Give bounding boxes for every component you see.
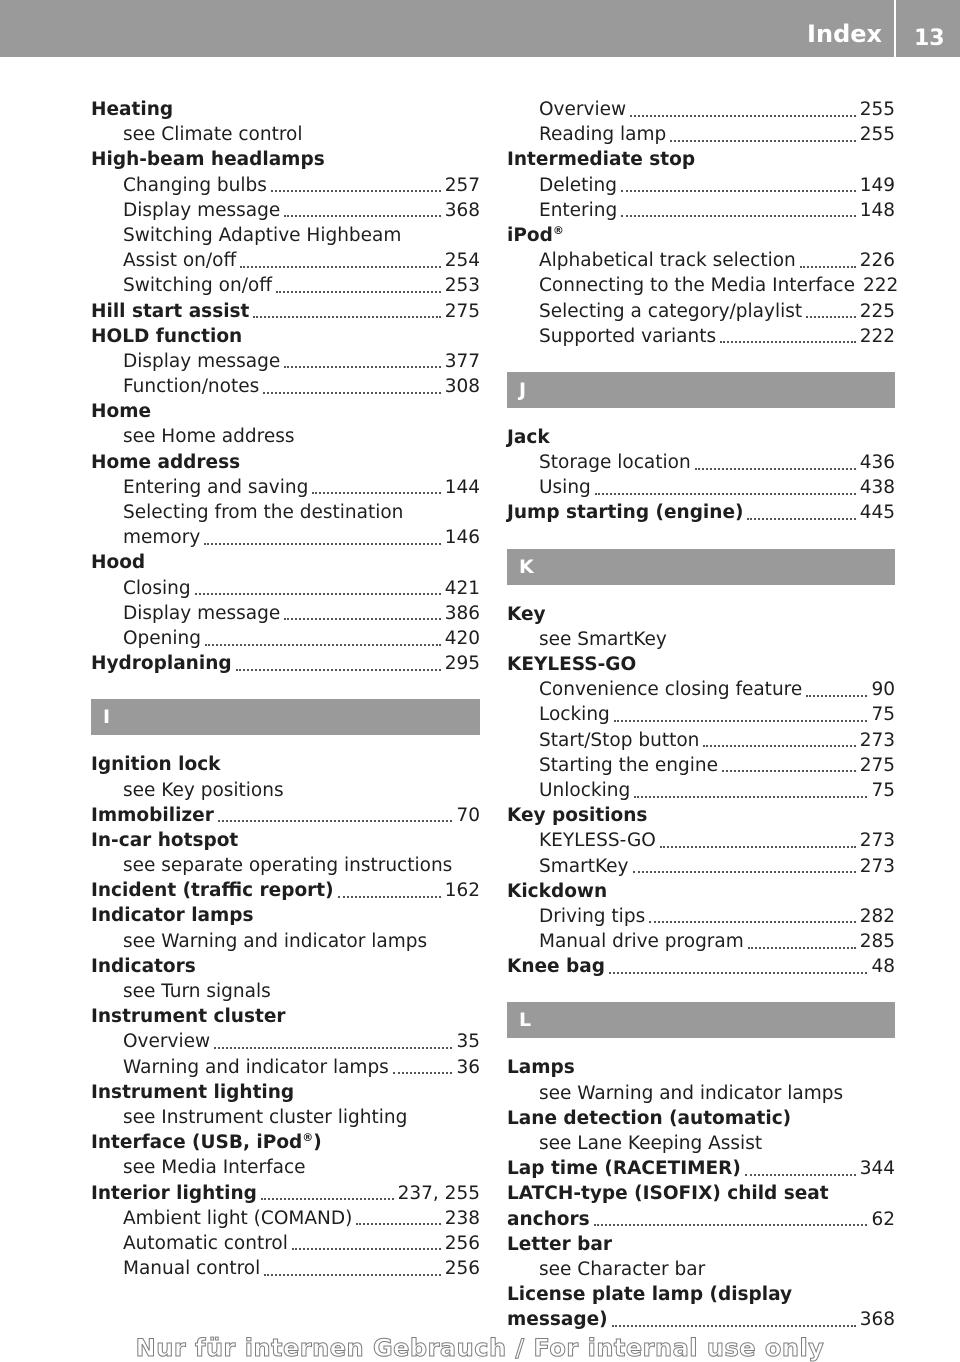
index-subentry bbox=[507, 1257, 895, 1282]
index-subentry bbox=[507, 702, 895, 727]
entry-label: Manual drive program bbox=[539, 931, 744, 953]
index-subentry bbox=[91, 576, 480, 601]
entry-label: see Key positions bbox=[123, 779, 284, 801]
index-subentry bbox=[507, 299, 895, 324]
index-entry bbox=[91, 1130, 480, 1155]
index-subentry bbox=[507, 828, 895, 853]
entry-label: Closing bbox=[123, 577, 191, 599]
entry-label: Driving tips bbox=[539, 905, 646, 927]
index-subentry bbox=[91, 1055, 480, 1080]
section-title: Index bbox=[807, 20, 882, 48]
leader-dots bbox=[356, 1223, 440, 1225]
entry-label: Interface (USB, iPod®) bbox=[91, 1130, 322, 1154]
index-subentry bbox=[91, 601, 480, 626]
leader-dots bbox=[633, 871, 856, 873]
leader-dots bbox=[594, 1224, 868, 1226]
index-subentry bbox=[507, 450, 895, 475]
page-reference: 256 bbox=[444, 1258, 480, 1280]
page-number: 13 bbox=[914, 26, 945, 51]
page-reference: 255 bbox=[859, 124, 895, 146]
entry-label: Jump starting (engine) bbox=[507, 502, 744, 524]
index-entry bbox=[507, 1282, 895, 1307]
index-subentry bbox=[507, 1081, 895, 1106]
index-entry bbox=[91, 450, 480, 475]
page-reference: 445 bbox=[859, 502, 895, 524]
index-subentry bbox=[91, 778, 480, 803]
index-subentry bbox=[91, 1231, 480, 1256]
index-subentry bbox=[507, 904, 895, 929]
entry-label: memory bbox=[123, 527, 201, 549]
internal-use-watermark: Nur für internen Gebrauch / For internal use only bbox=[135, 1334, 825, 1362]
page-reference: 438 bbox=[859, 477, 895, 499]
leader-dots bbox=[284, 366, 440, 368]
entry-label: Supported variants bbox=[539, 325, 717, 347]
index-column-right bbox=[507, 97, 899, 1333]
entry-label: Letter bar bbox=[507, 1233, 612, 1255]
entry-label: Convenience closing feature bbox=[539, 679, 803, 701]
index-entry bbox=[91, 752, 480, 777]
leader-dots bbox=[195, 593, 441, 595]
entry-label: Unlocking bbox=[539, 779, 631, 801]
page-reference: 377 bbox=[444, 350, 480, 372]
index-entry bbox=[91, 651, 480, 676]
entry-label: KEYLESS-GO bbox=[507, 654, 637, 675]
index-subentry bbox=[507, 122, 895, 147]
leader-dots bbox=[236, 669, 441, 671]
entry-label: see Home address bbox=[123, 426, 295, 448]
entry-label: Immobilizer bbox=[91, 804, 214, 826]
index-entry bbox=[91, 878, 480, 903]
page-reference: 144 bbox=[444, 476, 480, 498]
leader-dots bbox=[649, 921, 855, 923]
page-reference: 146 bbox=[444, 527, 480, 549]
entry-label: Instrument cluster bbox=[91, 1006, 286, 1028]
page-reference: 386 bbox=[444, 602, 480, 624]
entry-label: Automatic control bbox=[123, 1232, 288, 1254]
index-subentry bbox=[91, 1105, 480, 1130]
leader-dots bbox=[263, 392, 440, 394]
entry-label: HOLD function bbox=[91, 325, 243, 347]
leader-dots bbox=[609, 972, 867, 974]
index-subentry bbox=[91, 500, 480, 525]
index-subentry bbox=[507, 728, 895, 753]
index-entry bbox=[91, 1004, 480, 1029]
index-entry bbox=[91, 1181, 480, 1206]
entry-label: Changing bulbs bbox=[123, 174, 267, 196]
entry-label: Lap time (RACETIMER) bbox=[507, 1158, 741, 1180]
index-subentry bbox=[507, 929, 895, 954]
entry-label: Connecting to the Media Interface bbox=[539, 275, 855, 297]
leader-dots bbox=[634, 796, 867, 798]
entry-label: Key bbox=[507, 603, 546, 625]
entry-label: Kickdown bbox=[507, 880, 608, 902]
index-subentry bbox=[91, 1206, 480, 1231]
index-entry bbox=[91, 828, 480, 853]
entry-label: see Warning and indicator lamps bbox=[539, 1082, 844, 1104]
entry-label: iPod® bbox=[507, 223, 564, 246]
entry-label: Opening bbox=[123, 627, 202, 649]
leader-dots bbox=[276, 291, 441, 293]
index-entry bbox=[507, 803, 895, 828]
page-reference: 285 bbox=[859, 931, 895, 953]
leader-dots bbox=[393, 1072, 453, 1074]
entry-label: Assist on/off bbox=[123, 250, 237, 272]
index-entry bbox=[91, 1080, 480, 1105]
index-subentry bbox=[91, 1155, 480, 1180]
leader-dots bbox=[284, 215, 440, 217]
page-reference: 257 bbox=[444, 174, 480, 196]
index-entry bbox=[507, 1181, 895, 1206]
page-reference: 75 bbox=[871, 779, 895, 801]
entry-label: Warning and indicator lamps bbox=[123, 1056, 389, 1078]
leader-dots bbox=[204, 543, 440, 545]
entry-label: High-beam headlamps bbox=[91, 149, 325, 171]
page-reference: 237, 255 bbox=[397, 1182, 480, 1204]
leader-dots bbox=[240, 266, 441, 268]
index-subentry bbox=[507, 677, 895, 702]
entry-label: Manual control bbox=[123, 1258, 261, 1280]
entry-label: Display message bbox=[123, 350, 281, 372]
page-reference: 75 bbox=[871, 704, 895, 726]
entry-label: see Character bar bbox=[539, 1258, 706, 1280]
leader-dots bbox=[271, 190, 441, 192]
entry-label: Instrument lighting bbox=[91, 1081, 295, 1103]
leader-dots bbox=[670, 140, 855, 142]
leader-dots bbox=[264, 1274, 440, 1276]
entry-label: Display message bbox=[123, 199, 281, 221]
index-entry bbox=[507, 652, 895, 677]
index-subentry bbox=[91, 173, 480, 198]
index-subentry bbox=[507, 198, 895, 223]
entry-label: Locking bbox=[539, 704, 610, 726]
entry-label: Start/Stop button bbox=[539, 729, 700, 751]
page-reference: 295 bbox=[444, 653, 480, 675]
entry-label: Hill start assist bbox=[91, 300, 250, 322]
entry-label: Home address bbox=[91, 451, 241, 473]
entry-label: see Lane Keeping Assist bbox=[539, 1133, 763, 1154]
entry-label: Indicators bbox=[91, 955, 196, 977]
letter-section-heading: L bbox=[507, 1002, 895, 1038]
index-subentry bbox=[91, 1029, 480, 1054]
index-entry bbox=[507, 223, 895, 248]
entry-label: Selecting from the destination bbox=[123, 502, 404, 523]
leader-dots bbox=[806, 316, 856, 318]
leader-dots bbox=[292, 1248, 441, 1250]
leader-dots bbox=[218, 820, 453, 822]
page-reference: 162 bbox=[444, 880, 480, 902]
leader-dots bbox=[745, 1174, 856, 1176]
entry-label: anchors bbox=[507, 1208, 590, 1230]
index-subentry bbox=[507, 475, 895, 500]
index-entry bbox=[507, 1307, 895, 1332]
index-entry bbox=[507, 425, 895, 450]
leader-dots bbox=[630, 115, 856, 117]
index-entry bbox=[507, 954, 895, 979]
entry-label: Storage location bbox=[539, 452, 691, 474]
entry-label: see Media Interface bbox=[123, 1157, 306, 1179]
leader-dots bbox=[748, 947, 856, 949]
leader-dots bbox=[312, 492, 440, 494]
letter-section-heading: J bbox=[507, 372, 895, 408]
entry-label: Jack bbox=[507, 426, 550, 448]
index-entry bbox=[507, 1055, 895, 1080]
registered-mark: ® bbox=[552, 223, 564, 237]
index-subentry bbox=[507, 753, 895, 778]
index-subentry bbox=[91, 248, 480, 273]
page-reference: 275 bbox=[859, 754, 895, 776]
entry-label: Reading lamp bbox=[539, 124, 667, 146]
index-subentry bbox=[91, 525, 480, 550]
leader-dots bbox=[800, 266, 856, 268]
index-subentry bbox=[91, 853, 480, 878]
entry-label: Entering and saving bbox=[123, 476, 309, 498]
entry-label: Ambient light (COMAND) bbox=[123, 1207, 353, 1229]
page-reference: 421 bbox=[444, 577, 480, 599]
leader-dots bbox=[621, 215, 855, 217]
entry-label: Knee bag bbox=[507, 956, 606, 978]
entry-label: Overview bbox=[539, 99, 627, 120]
entry-label: Hood bbox=[91, 552, 146, 574]
page-reference: 282 bbox=[859, 905, 895, 927]
leader-dots bbox=[614, 720, 868, 722]
leader-dots bbox=[205, 644, 441, 646]
page-header-bar bbox=[0, 0, 960, 57]
registered-mark: ® bbox=[302, 1130, 314, 1144]
entry-label: see separate operating instructions bbox=[123, 855, 453, 877]
entry-label: see SmartKey bbox=[539, 628, 667, 650]
page-reference: 253 bbox=[444, 275, 480, 297]
letter-section-heading: I bbox=[91, 699, 480, 735]
entry-label: Using bbox=[539, 477, 591, 499]
index-entry bbox=[91, 903, 480, 928]
page-reference: 48 bbox=[871, 956, 895, 978]
index-subentry bbox=[507, 1131, 895, 1156]
leader-dots bbox=[747, 518, 855, 520]
index-subentry bbox=[507, 273, 899, 298]
index-subentry bbox=[91, 424, 480, 449]
index-entry bbox=[91, 147, 480, 172]
entry-label: Selecting a category/playlist bbox=[539, 300, 803, 322]
page-reference: 222 bbox=[859, 325, 895, 347]
page-reference: 420 bbox=[444, 627, 480, 649]
page-reference: 368 bbox=[859, 1309, 895, 1331]
entry-label: see Climate control bbox=[123, 124, 303, 146]
index-entry bbox=[91, 550, 480, 575]
index-subentry bbox=[507, 324, 895, 349]
page-reference: 149 bbox=[859, 174, 895, 196]
leader-dots bbox=[720, 341, 856, 343]
leader-dots bbox=[253, 316, 440, 318]
letter-section-heading: K bbox=[507, 549, 895, 585]
entry-label: In-car hotspot bbox=[91, 829, 239, 851]
page-reference: 308 bbox=[444, 376, 480, 398]
index-entry bbox=[507, 1207, 895, 1232]
header-divider bbox=[894, 0, 896, 57]
leader-dots bbox=[660, 846, 856, 848]
index-subentry bbox=[91, 198, 480, 223]
leader-dots bbox=[595, 493, 856, 495]
entry-label: Switching Adaptive Highbeam bbox=[123, 224, 402, 246]
entry-label: Indicator lamps bbox=[91, 905, 254, 927]
leader-dots bbox=[261, 1198, 394, 1200]
entry-label: see Turn signals bbox=[123, 981, 271, 1002]
entry-label: see Instrument cluster lighting bbox=[123, 1106, 408, 1128]
page-reference: 273 bbox=[859, 830, 895, 852]
entry-label: Entering bbox=[539, 199, 618, 221]
index-subentry bbox=[91, 1256, 480, 1281]
index-subentry bbox=[91, 223, 480, 248]
entry-label: Interior lighting bbox=[91, 1182, 257, 1204]
entry-label: SmartKey bbox=[539, 855, 629, 877]
entry-label: License plate lamp (display bbox=[507, 1284, 793, 1306]
entry-label: Display message bbox=[123, 602, 281, 624]
index-entry bbox=[507, 500, 895, 525]
page-reference: 436 bbox=[859, 452, 895, 474]
index-subentry bbox=[91, 929, 480, 954]
index-entry bbox=[507, 1232, 895, 1257]
page-reference: 275 bbox=[444, 300, 480, 322]
entry-label: Lane detection (automatic) bbox=[507, 1107, 792, 1129]
index-subentry bbox=[91, 374, 480, 399]
page-reference: 225 bbox=[859, 300, 895, 322]
entry-label: Alphabetical track selection bbox=[539, 250, 796, 272]
entry-label: Deleting bbox=[539, 174, 618, 196]
page-reference: 226 bbox=[859, 250, 895, 272]
entry-label: Function/notes bbox=[123, 376, 260, 398]
page-reference: 344 bbox=[859, 1158, 895, 1180]
page-reference: 90 bbox=[871, 679, 895, 701]
index-entry bbox=[91, 324, 480, 349]
index-entry bbox=[507, 602, 895, 627]
entry-label: Lamps bbox=[507, 1057, 575, 1079]
index-entry bbox=[91, 299, 480, 324]
entry-label: Overview bbox=[123, 1031, 211, 1053]
page-reference: 35 bbox=[456, 1031, 480, 1053]
index-subentry bbox=[91, 626, 480, 651]
index-entry bbox=[507, 1106, 895, 1131]
leader-dots bbox=[621, 190, 856, 192]
page-reference: 273 bbox=[859, 855, 895, 877]
leader-dots bbox=[284, 618, 440, 620]
leader-dots bbox=[338, 896, 441, 898]
index-subentry bbox=[91, 122, 480, 147]
index-entry bbox=[91, 399, 480, 424]
index-subentry bbox=[507, 627, 895, 652]
index-subentry bbox=[507, 173, 895, 198]
index-subentry bbox=[507, 778, 895, 803]
leader-dots bbox=[806, 695, 867, 697]
entry-label: Key positions bbox=[507, 805, 648, 827]
page-reference: 70 bbox=[456, 804, 480, 826]
index-entry bbox=[91, 97, 480, 122]
page-reference: 36 bbox=[456, 1056, 480, 1078]
page-reference: 255 bbox=[859, 99, 895, 120]
index-entry bbox=[507, 879, 895, 904]
index-entry bbox=[507, 147, 895, 172]
page-reference: 238 bbox=[444, 1207, 480, 1229]
page-reference: 254 bbox=[444, 250, 480, 272]
entry-label: Incident (traffic report) bbox=[91, 880, 334, 902]
entry-label: KEYLESS-GO bbox=[539, 830, 656, 852]
entry-label: Home bbox=[91, 401, 152, 423]
page-reference: 148 bbox=[859, 199, 895, 221]
index-subentry bbox=[91, 349, 480, 374]
leader-dots bbox=[214, 1047, 452, 1049]
leader-dots bbox=[612, 1325, 856, 1327]
entry-label: LATCH-type (ISOFIX) child seat bbox=[507, 1183, 829, 1205]
entry-label: Ignition lock bbox=[91, 754, 221, 776]
entry-label: see Warning and indicator lamps bbox=[123, 930, 428, 952]
index-subentry bbox=[91, 475, 480, 500]
index-entry bbox=[507, 1156, 895, 1181]
leader-dots bbox=[703, 745, 855, 747]
entry-label: Heating bbox=[91, 99, 174, 120]
index-subentry bbox=[507, 854, 895, 879]
index-subentry bbox=[507, 248, 895, 273]
index-subentry bbox=[91, 273, 480, 298]
page-reference: 256 bbox=[444, 1232, 480, 1254]
page-reference: 273 bbox=[859, 729, 895, 751]
index-subentry bbox=[91, 979, 480, 1004]
index-column-left bbox=[91, 97, 480, 1281]
entry-label: Hydroplaning bbox=[91, 653, 232, 675]
index-entry bbox=[91, 803, 480, 828]
entry-label: Switching on/off bbox=[123, 275, 272, 297]
page-reference: 368 bbox=[444, 199, 480, 221]
entry-label: Starting the engine bbox=[539, 754, 719, 776]
entry-label: Intermediate stop bbox=[507, 149, 696, 171]
index-subentry bbox=[507, 97, 895, 122]
entry-label: message) bbox=[507, 1309, 608, 1331]
leader-dots bbox=[722, 770, 856, 772]
page-reference: 62 bbox=[871, 1208, 895, 1230]
index-entry bbox=[91, 954, 480, 979]
leader-dots bbox=[695, 468, 856, 470]
page-reference: 222 bbox=[862, 275, 899, 297]
